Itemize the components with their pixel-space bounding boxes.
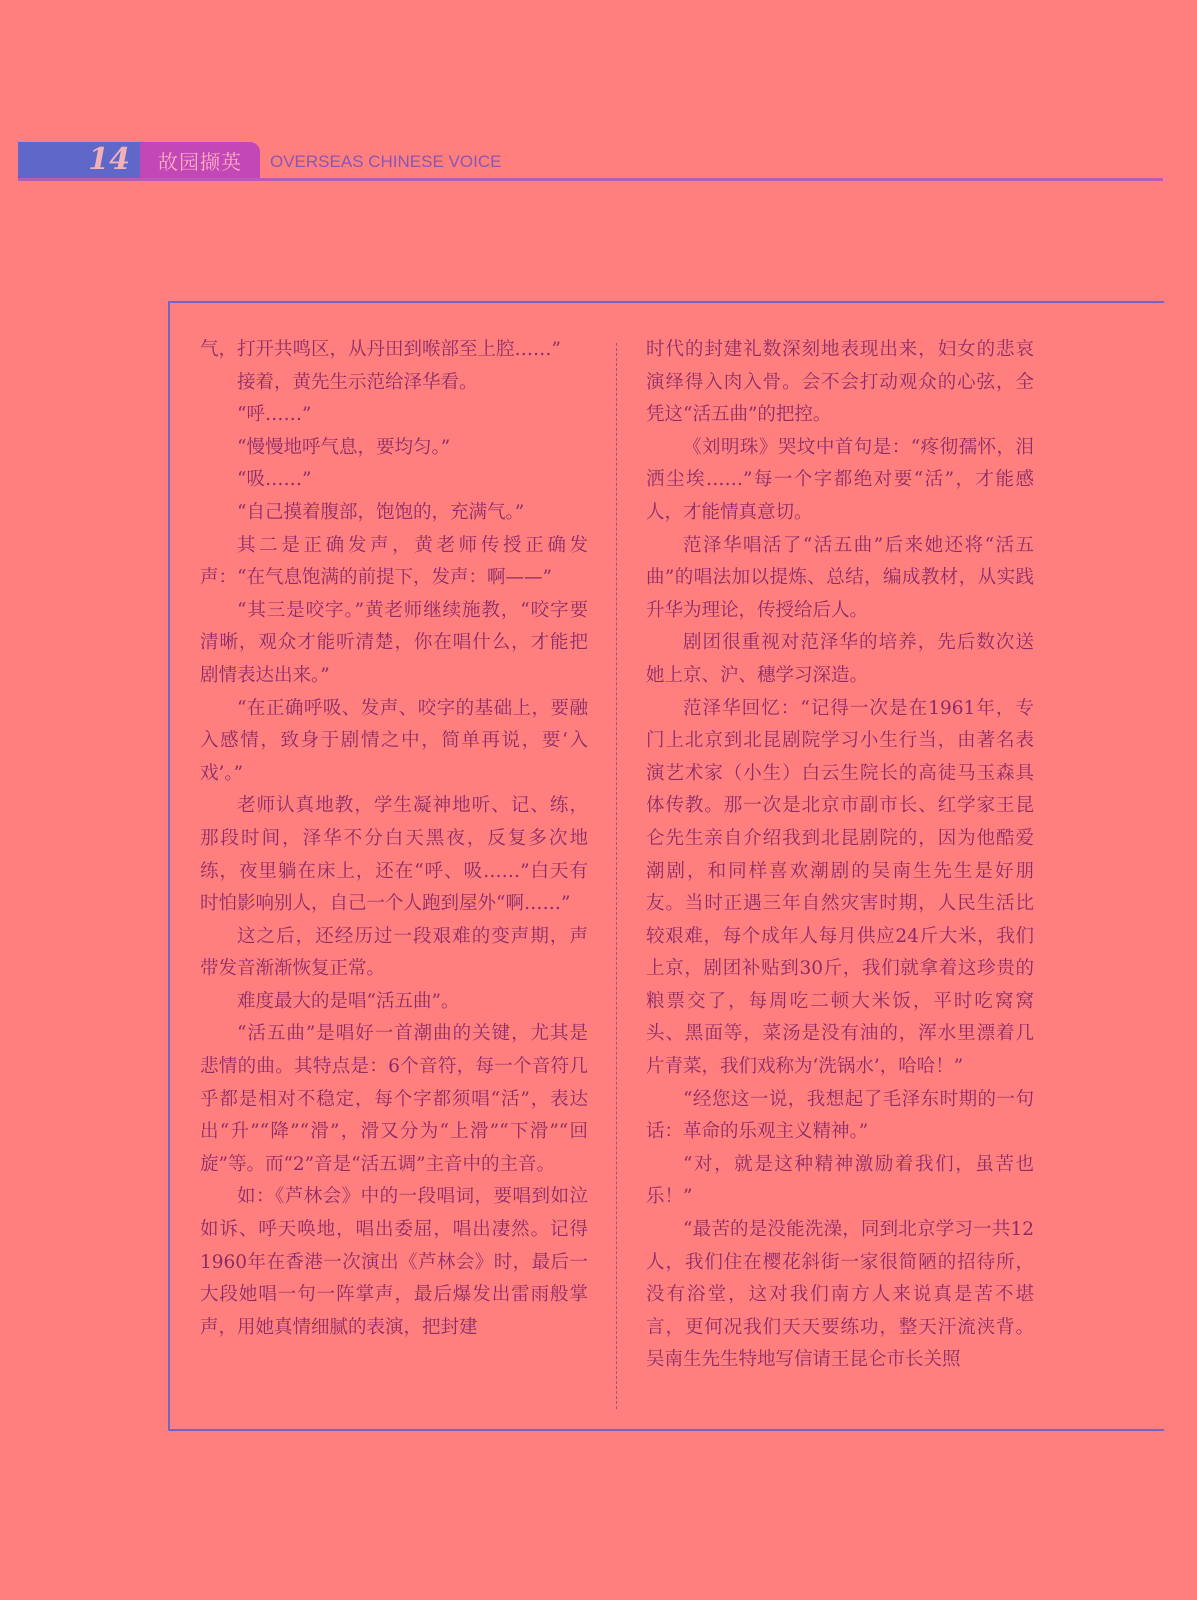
paragraph: 剧团很重视对范泽华的培养，先后数次送她上京、沪、穗学习深造。 bbox=[646, 632, 1034, 686]
paragraph: 接着，黄先生示范给泽华看。 bbox=[237, 371, 478, 393]
article-frame bbox=[168, 301, 1164, 1431]
left-column bbox=[200, 334, 588, 1344]
header-rule bbox=[18, 178, 1163, 181]
paragraph: “慢慢地呼气息，要均匀。” bbox=[237, 436, 451, 458]
frame-top-rule bbox=[170, 301, 1164, 303]
paragraph: 范泽华回忆：“记得一次是在1961年，专门上北京到北昆剧院学习小生行当，由著名表演艺术家（小生）白云生院长的高徒马玉森具体传教。那一次是北京市副市长、红学家王昆仑先生亲自介绍我到北昆剧院的，因为他酷爱潮剧，和同样喜欢潮剧的吴南生先生是好朋友。当时正遇三年自然灾害时期，人民生活比较艰难，每个成年人每月供应24斤大米，我们上京，剧团补贴到30斤，我们就拿着这珍贵的粮票交了，每周吃二顿大米饭，平时吃窝窝头、黑面等，菜汤是没有油的，浑水里漂着几片青菜，我们戏称为‘洗锅水’，哈哈！” bbox=[646, 697, 1034, 1078]
page-number-block bbox=[18, 142, 140, 178]
paragraph: “自己摸着腹部，饱饱的，充满气。” bbox=[237, 501, 525, 523]
publication-name: OVERSEAS CHINESE VOICE bbox=[270, 152, 502, 171]
paragraph: 气，打开共鸣区，从丹田到喉部至上腔……” bbox=[200, 339, 561, 360]
paragraph: “其三是咬字。”黄老师继续施教，“咬字要清晰，观众才能听清楚，你在唱什么，才能把剧情表达出来。” bbox=[200, 599, 588, 686]
paragraph: “活五曲”是唱好一首潮曲的关键，尤其是悲情的曲。其特点是：6个音符，每一个音符几乎都是相对不稳定，每个字都须唱“活”，表达出“升”“降”“滑”，滑又分为“上滑”“下滑”“回旋”等。而“2”音是“活五调”主音中的主音。 bbox=[200, 1023, 588, 1175]
paragraph: “呼……” bbox=[237, 404, 312, 426]
paragraph: “对，就是这种精神激励着我们，虽苦也乐！” bbox=[646, 1153, 1034, 1208]
page-number: 14 bbox=[88, 142, 130, 177]
column-divider bbox=[616, 343, 617, 1409]
paragraph: 时代的封建礼数深刻地表现出来，妇女的悲哀演绎得入肉入骨。会不会打动观众的心弦，全凭这“活五曲”的把控。 bbox=[646, 339, 1034, 426]
paragraph: 范泽华唱活了“活五曲”后来她还将“活五曲”的唱法加以提炼、总结，编成教材，从实践升华为理论，传授给后人。 bbox=[646, 534, 1034, 621]
paragraph: 《刘明珠》哭坟中首句是：“疼彻孺怀，泪洒尘埃……”每一个字都绝对要“活”，才能感人，才能情真意切。 bbox=[646, 436, 1034, 523]
paragraph: 其二是正确发声，黄老师传授正确发声：“在气息饱满的前提下，发声：啊——” bbox=[200, 534, 588, 589]
frame-bottom-rule bbox=[170, 1429, 1164, 1431]
section-tab bbox=[140, 142, 260, 178]
paragraph: 难度最大的是唱“活五曲”。 bbox=[237, 990, 460, 1012]
right-column bbox=[646, 334, 1034, 1377]
paragraph: “经您这一说，我想起了毛泽东时期的一句话：革命的乐观主义精神。” bbox=[646, 1088, 1034, 1143]
section-title: 故园撷英 bbox=[158, 149, 242, 174]
paragraph: “最苦的是没能洗澡，同到北京学习一共12人，我们住在樱花斜街一家很简陋的招待所，没有浴堂，这对我们南方人来说真是苦不堪言，更何况我们天天要练功，整天汗流浃背。吴南生先生特地写信请王昆仑市长关照 bbox=[646, 1219, 1034, 1371]
page-header bbox=[18, 142, 1163, 180]
paragraph: “在正确呼吸、发声、咬字的基础上，要融入感情，致身于剧情之中，简单再说，要‘入戏’。” bbox=[200, 697, 588, 784]
paragraph: “吸……” bbox=[237, 469, 312, 491]
paragraph: 老师认真地教，学生凝神地听、记、练，那段时间，泽华不分白天黑夜，反复多次地练，夜里躺在床上，还在“呼、吸……”白天有时怕影响别人，自己一个人跑到屋外“啊……” bbox=[200, 795, 588, 915]
paragraph: 如：《芦林会》中的一段唱词，要唱到如泣如诉、呼天唤地，唱出委屈，唱出凄然。记得1960年在香港一次演出《芦林会》时，最后一大段她唱一句一阵掌声，最后爆发出雷雨般掌声，用她真情细腻的表演，把封建 bbox=[200, 1186, 588, 1338]
paragraph: 这之后，还经历过一段艰难的变声期，声带发音渐渐恢复正常。 bbox=[200, 925, 588, 980]
